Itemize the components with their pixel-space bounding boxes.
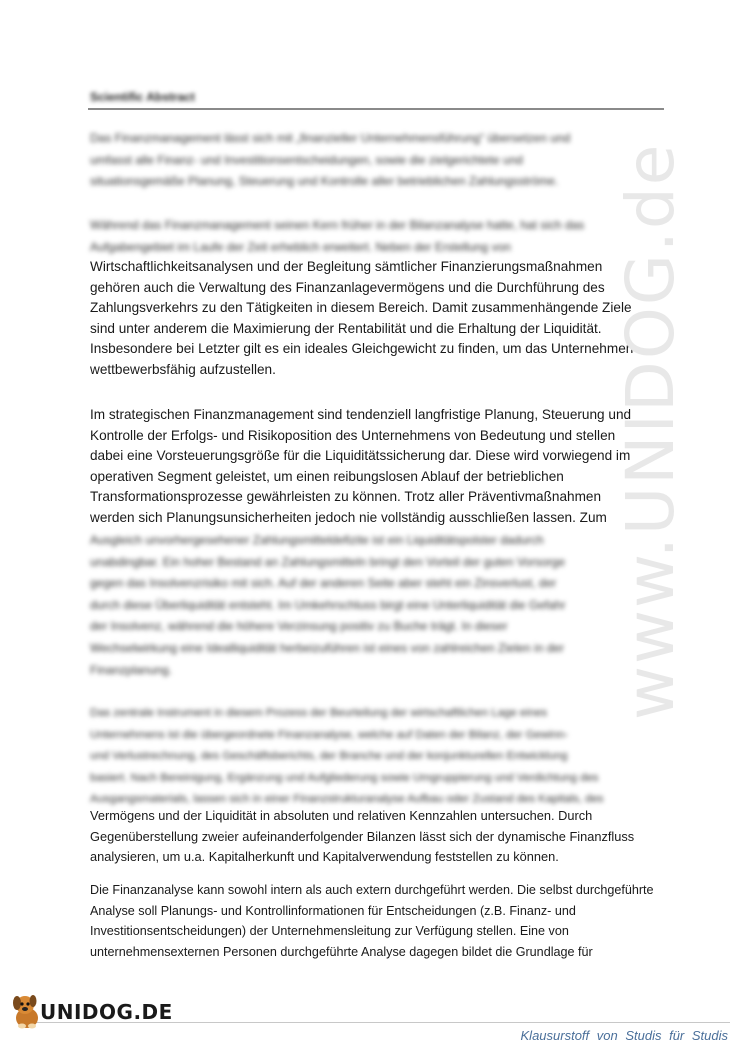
logo-text: UNIDOG.DE bbox=[40, 1000, 173, 1024]
text-line: Wirtschaftlichkeitsanalysen und der Begleitung sämtlicher Finanzierungsmaßnahmen bbox=[90, 259, 603, 274]
text-line: Die Finanzanalyse kann sowohl intern als auch extern durchgeführt werden. Die selbst durchgeführte bbox=[90, 883, 654, 897]
watermark: www.UNIDOG.de bbox=[612, 142, 689, 720]
text-line: Während das Finanzmanagement seinen Kern früher in der Bilanzanalyse hatte, hat sich das bbox=[90, 218, 585, 232]
text-line: Ausgleich unvorhergesehener Zahlungsmitteldefizite ist ein Liquiditätspolster dadurch bbox=[90, 533, 544, 547]
text-line: durch diese Überliquidität entsteht. Im Umkehrschluss birgt eine Unterliquidität die Gefahr bbox=[90, 597, 566, 612]
text-line: Unternehmens ist die übergeordnete Finanzanalyse, welche auf Daten der Bilanz, der Gewinn- bbox=[90, 728, 569, 741]
paragraph-2-blurred bbox=[90, 215, 668, 258]
paragraph-5 bbox=[90, 880, 668, 962]
text-line: Zahlungsverkehrs zu den Tätigkeiten in diesem Bereich. Damit zusammenhängende Ziele bbox=[90, 300, 632, 316]
text-line: Ausgangsmaterials, lassen sich in einer Finanzstrukturanalyse Aufbau oder Zustand des Kapitals, des bbox=[90, 793, 604, 806]
text-line: basiert. Nach Bereinigung, Ergänzung und Aufgliederung sowie Umgruppierung und Verdichtung des bbox=[90, 771, 599, 784]
text-line: Kontrolle der Erfolgs- und Risikoposition des Unternehmens von Bedeutung und stellen bbox=[90, 427, 616, 443]
text-line: analysieren, um u.a. Kapitalherkunft und Kapitalverwendung feststellen zu können. bbox=[90, 849, 559, 865]
text-line: Vermögens und der Liquidität in absoluten und relativen Kennzahlen untersuchen. Durch bbox=[90, 808, 593, 823]
text-line: gehören auch die Verwaltung des Finanzanlagevermögens und die Durchführung des bbox=[90, 279, 605, 295]
text-line: Analyse soll Planungs- und Kontrollinformationen für Entscheidungen (z.B. Finanz- und bbox=[90, 903, 576, 918]
text-line: Das zentrale Instrument in diesem Prozess der Beurteilung der wirtschaftlichen Lage eines bbox=[90, 707, 548, 719]
paragraph-2 bbox=[90, 257, 668, 381]
paragraph-4-blurred bbox=[90, 703, 668, 811]
text-line: Wechselwirkung eine Idealliquidität herbeizuführen ist eines von zahlreichen Zielen in der bbox=[90, 640, 565, 655]
paragraph-4 bbox=[90, 806, 668, 868]
text-line: wettbewerbsfähig aufzustellen. bbox=[90, 361, 276, 377]
text-line: werden sich Planungsunsicherheiten jedoch nie vollständig ausschließen lassen. Zum bbox=[90, 509, 607, 525]
text-line: gegen das Insolvenzrisiko mit sich. Auf der anderen Seite aber steht ein Zinsverlust, der bbox=[90, 576, 557, 591]
paragraph-1 bbox=[90, 128, 668, 193]
footer-tagline: Klausurstoff von Studis für Studis bbox=[520, 1028, 728, 1043]
paragraph-3 bbox=[90, 405, 668, 529]
text-line: und Verlustrechnung, des Geschäftsberichts, der Branche und der konjunkturellen Entwicklung bbox=[90, 750, 568, 763]
text-line: der Insolvenz, während die höhere Verzinsung positiv zu Buche trägt. In dieser bbox=[90, 619, 508, 634]
text-line: sind unter anderem die Maximierung der Rentabilität und die Erhaltung der Liquidität. bbox=[90, 320, 602, 336]
text-line: Investitionsentscheidungen) der Unternehmensleitung zur Verfügung stellen. Eine von bbox=[90, 924, 569, 939]
text-line: umfasst alle Finanz- und Investitionsentscheidungen, sowie die zielgerichtete und bbox=[90, 152, 523, 167]
text-line: Insbesondere bei Letzter gilt es ein ideales Gleichgewicht zu finden, um das Unternehmen bbox=[90, 341, 634, 357]
text-line: Transformationsprozesse gewährleisten zu können. Trotz aller Präventivmaßnahmen bbox=[90, 489, 602, 505]
text-line: unabdingbar. Ein hoher Bestand an Zahlungsmitteln bringt den Vorteil der guten Vorsorge bbox=[90, 554, 565, 569]
heading-rule bbox=[88, 108, 664, 110]
text-line: Im strategischen Finanzmanagement sind tendenziell langfristige Planung, Steuerung und bbox=[90, 407, 632, 422]
text-line: operativen Segment geleistet, um einen reibungslosen Ablauf der betrieblichen bbox=[90, 468, 564, 484]
text-line: dabei eine Vorsteuerungsgröße für die Liquiditätssicherung dar. Diese wird vorwiegend im bbox=[90, 448, 631, 464]
unidog-logo[interactable] bbox=[10, 990, 173, 1030]
text-line: Aufgabengebiet im Laufe der Zeit erheblich erweitert. Neben der Erstellung von bbox=[90, 239, 511, 254]
text-line: Gegenüberstellung zweier aufeinanderfolgender Bilanzen lässt sich der dynamische Finanzfluss bbox=[90, 828, 635, 844]
dog-mascot-icon bbox=[10, 990, 44, 1030]
text-line: Finanzplanung. bbox=[90, 662, 173, 677]
text-line: unternehmensexternen Personen durchgeführte Analyse dagegen bildet die Grundlage für bbox=[90, 944, 593, 959]
text-line: Das Finanzmanagement lässt sich mit „finanzieller Unternehmensführung“ übersetzen und bbox=[90, 131, 571, 145]
paragraph-3-blurred bbox=[90, 530, 668, 681]
text-line: situationsgemäße Planung, Steuerung und Kontrolle aller betrieblichen Zahlungsströme. bbox=[90, 174, 559, 189]
section-heading: Scientific Abstract bbox=[90, 90, 195, 104]
